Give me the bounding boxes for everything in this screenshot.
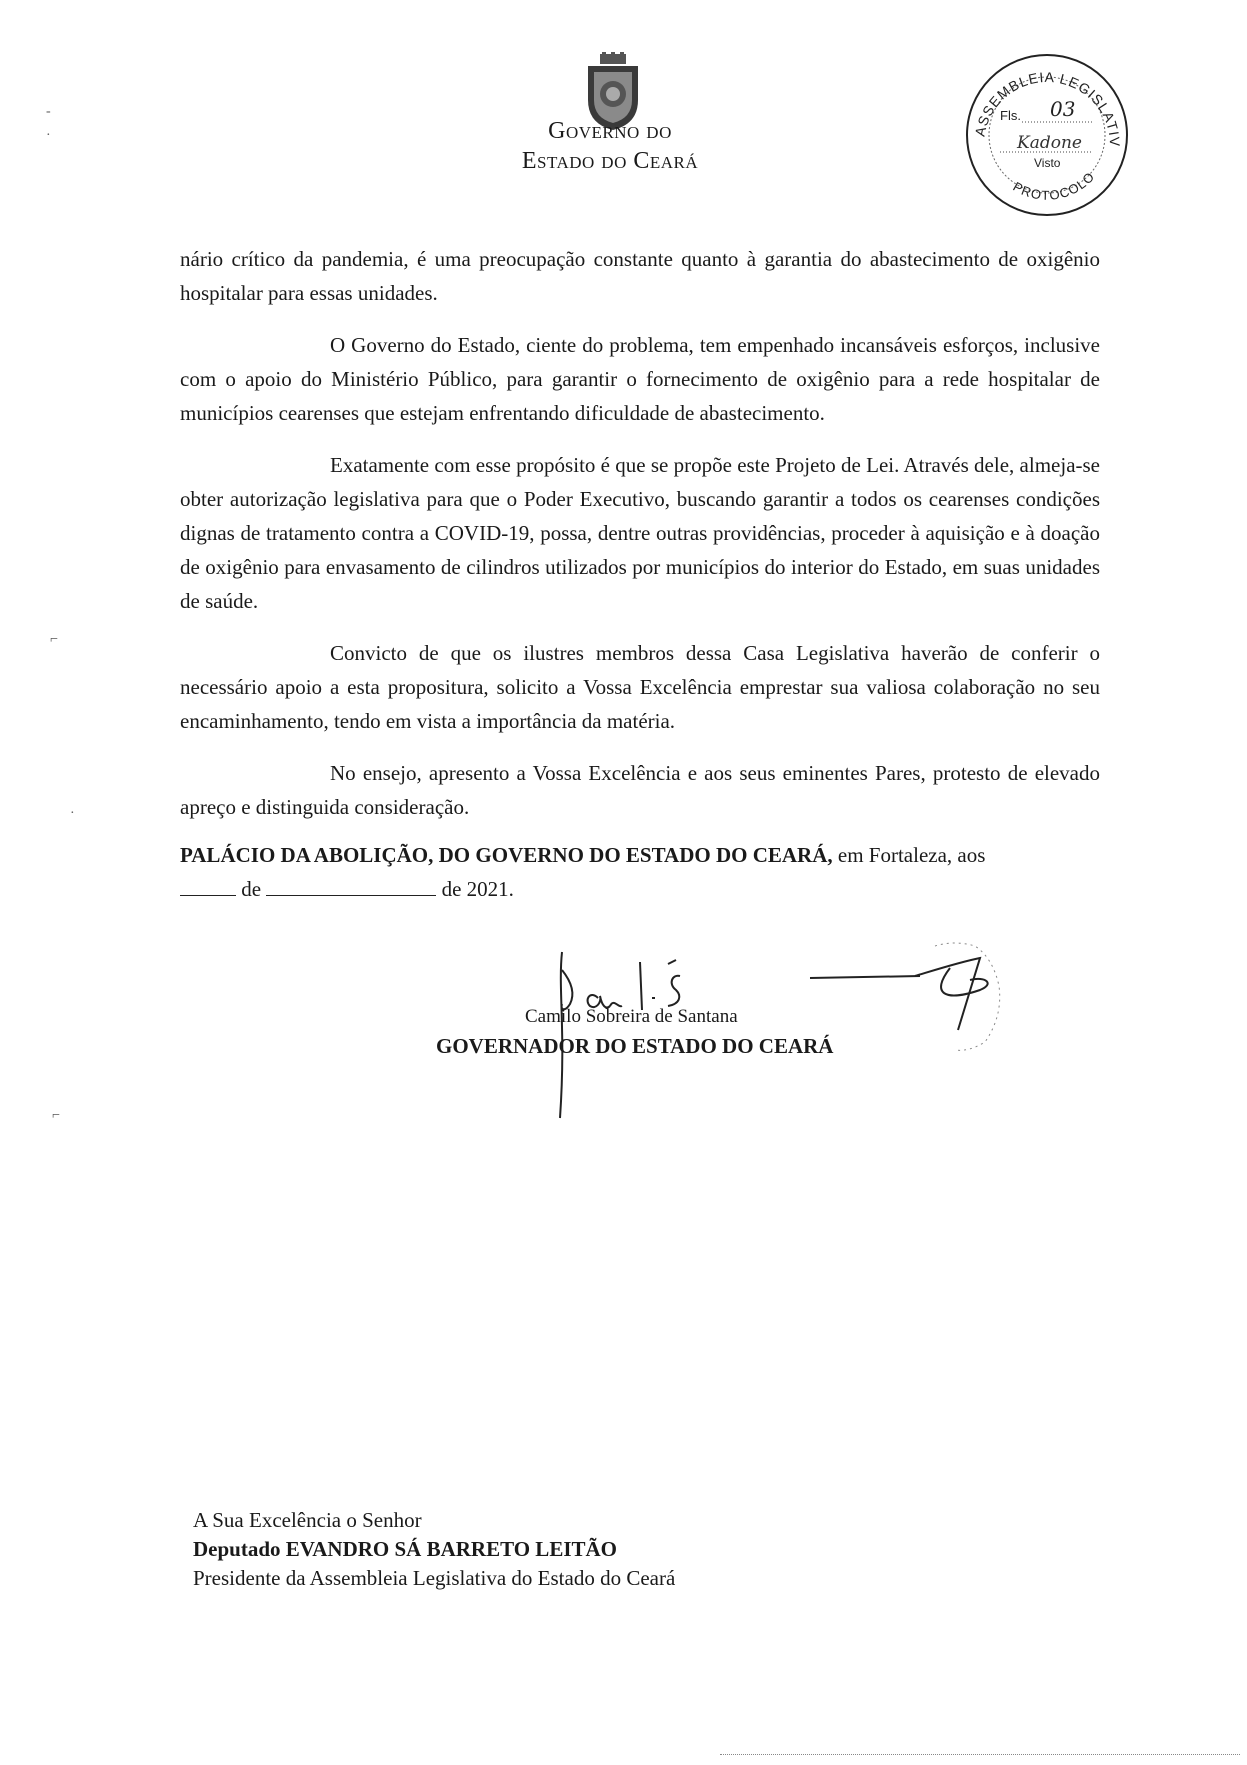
addressee-block xyxy=(193,1506,675,1593)
margin-mark: - xyxy=(46,104,51,119)
protocol-stamp xyxy=(962,50,1132,220)
date-year: de 2021. xyxy=(441,877,514,901)
paragraph-3: Exatamente com esse propósito é que se propõe este Projeto de Lei. Através dele, almeja-se obter autorização legislativa para que o Poder Executivo, buscando garantir a todos os cearenses condições dignas de tratamento contra a COVID-19, possa, dentre outras providências, proceder à aquisição e à doação de oxigênio para envasamento de cilindros utilizados por municípios do interior do Estado, em suas unidades de saúde. xyxy=(180,453,1100,613)
place-name: PALÁCIO DA ABOLIÇÃO, DO GOVERNO DO ESTADO DO CEARÁ, xyxy=(180,843,833,867)
stamp-fls-label: Fls. xyxy=(1000,108,1021,123)
header-government: Governo do xyxy=(548,118,672,144)
margin-mark: · xyxy=(70,806,75,821)
stamp-bottom-text: PROTOCOLO xyxy=(1010,168,1098,203)
stamp-visto-signature: Kadone xyxy=(1017,133,1082,153)
stamp-visto-label: Visto xyxy=(1034,156,1061,170)
paragraph-1: nário crítico da pandemia, é uma preocupação constante quanto à garantia do abastecimento de oxigênio hospitalar para essas unidades. xyxy=(180,247,1100,305)
addressee-name-line xyxy=(193,1535,675,1564)
day-blank xyxy=(180,875,236,896)
month-blank xyxy=(266,875,436,896)
stamp-fls-value: 03 xyxy=(1050,97,1076,121)
signature-scribble xyxy=(540,940,1080,1120)
addressee-name: EVANDRO SÁ BARRETO LEITÃO xyxy=(285,1537,618,1561)
date-line xyxy=(180,872,1100,906)
header-state: Estado do Ceará xyxy=(521,148,699,174)
margin-mark: · xyxy=(46,128,51,143)
place-city: em Fortaleza, aos xyxy=(832,843,986,867)
paragraph-2: O Governo do Estado, ciente do problema, tem empenhado incansáveis esforços, inclusive com o apoio do Ministério Público, para garantir o fornecimento de oxigênio para a rede hospitalar de municípios cearenses que estejam enfrentando dificuldade de abastecimento. xyxy=(180,333,1100,425)
stamp-ring-text: ASSEMBLEIA LEGISLATIV xyxy=(971,68,1124,147)
signatory-title: GOVERNADOR DO ESTADO DO CEARÁ xyxy=(436,1034,834,1058)
margin-mark: ⌐ xyxy=(52,1108,60,1123)
document-body xyxy=(180,242,1100,906)
place-line xyxy=(180,838,1100,872)
svg-text:PROTOCOLO xyxy=(1011,169,1098,203)
paragraph-5: No ensejo, apresento a Vossa Excelência e aos seus eminentes Pares, protesto de elevado apreço e distinguida consideração. xyxy=(180,761,1100,819)
date-de: de xyxy=(241,877,262,901)
margin-mark: ⌐ xyxy=(50,632,58,647)
addressee-prefix: Deputado xyxy=(193,1537,286,1561)
paragraph-4: Convicto de que os ilustres membros dessa Casa Legislativa haverão de conferir o necessário apoio a esta propositura, solicito a Vossa Excelência emprestar sua valiosa colaboração no seu encaminhamento, tendo em vista a importância da matéria. xyxy=(180,641,1100,733)
addressee-salutation: A Sua Excelência o Senhor xyxy=(193,1508,422,1532)
page-edge-divider xyxy=(720,1754,1240,1755)
signatory-name: Camilo Sobreira de Santana xyxy=(525,1006,738,1027)
addressee-role: Presidente da Assembleia Legislativa do Estado do Ceará xyxy=(193,1566,676,1590)
